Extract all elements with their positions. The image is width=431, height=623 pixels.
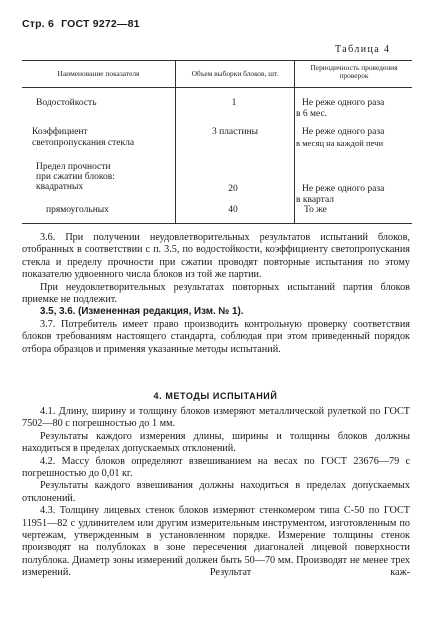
row-name: Водостойкость [36,98,97,108]
row-period: Не реже одного раза [302,127,385,137]
running-header [22,18,140,30]
row-period: в месяц на каждой печи [296,138,384,148]
row-period: Не реже одного раза [302,184,385,194]
row-sample: 40 [228,205,238,215]
table-header-rule [22,87,412,88]
row-name: прямоугольных [46,205,109,215]
paragraph-3-7: 3.7. Потребитель имеет право производить контрольную проверку соответствия блоков требованиям настоящего стандарта, соблюдая при этом приведенный порядок отбора образцов и применяя указанные методы испытаний. [22,318,410,355]
column-header-period: Периодичность проведения проверок [310,63,398,80]
row-period: в квартал [296,195,334,205]
row-period: Не реже одного раза [302,98,385,108]
column-header-sample: Объем выборки блоков, шт. [191,69,279,78]
paragraph-4-2: 4.2. Массу блоков определяют взвешиванием на весах по ГОСТ 23676—79 с погрешностью до 0,01 кг. [22,455,410,480]
section-heading: 4. МЕТОДЫ ИСПЫТАНИЙ [153,391,278,401]
table-top-rule [22,60,412,61]
row-sample: 3 пластины [211,127,259,137]
table-col-divider [294,60,295,224]
paragraph-4-2-result: Результаты каждого взвешивания должны находиться в пределах допускаемых отклонений. [22,480,410,504]
paragraph-3-6-repeat: При неудовлетворительных результатах повторных испытаний партия блоков приемке не подлежит. [22,281,410,306]
section-4-text [22,406,410,580]
row-name: квадратных [36,182,84,192]
row-name: при сжатии блоков: [36,172,115,182]
row-period: в 6 мес. [296,109,328,119]
paragraph-3-6: 3.6. При получении неудовлетворительных результатов испытаний блоков, отобранных в соответствии с п. 3.5, по водостойкости, коэффициенту светопропускания стекла и пределу прочности при сжатии проводят повторные испытания по этому показателю удвоенного числа блоков из той же партии. [22,232,410,281]
inspection-table [22,60,412,224]
row-sample: 20 [228,184,238,194]
page-number: Стр. 6 [22,18,55,30]
table-caption: Таблица 4 [335,44,391,55]
paragraph-4-1: 4.1. Длину, ширину и толщину блоков измеряют металлической рулеткой по ГОСТ 7502—80 с погрешностью до 1 мм. [22,406,410,430]
row-sample: 1 [231,98,237,108]
row-name: Предел прочности [36,162,111,172]
table-col-divider [175,60,176,224]
table-bottom-rule [22,223,412,224]
row-name: Коэффициент светопропускания стекла [32,127,135,148]
paragraph-4-3: 4.3. Толщину лицевых стенок блоков измеряют стенкомером типа С-50 по ГОСТ 11951—82 с удлинителем или другим измерительным инструментом, изготовленным по чертежам, утвержденным в установленном порядке. Измерение толщины стенок производят на полублоках в зоне пересечения диагоналей лицевой поверхности полублока. Диаметр зоны измерений должен быть 50—70 мм. Производят не менее трех измерений. Результат каж- [22,505,410,579]
amendment-note: 3.5, 3.6. (Измененная редакция, Изм. № 1). [40,306,244,318]
paragraph-4-1-result: Результаты каждого измерения длины, ширины и толщины блоков должны находиться в пределах допускаемых отклонений. [22,430,410,455]
document-code: ГОСТ 9272—81 [61,18,140,30]
column-header-name: Наименование показателя [57,69,140,78]
row-period: То же [304,205,327,215]
section-3-text [22,232,410,356]
